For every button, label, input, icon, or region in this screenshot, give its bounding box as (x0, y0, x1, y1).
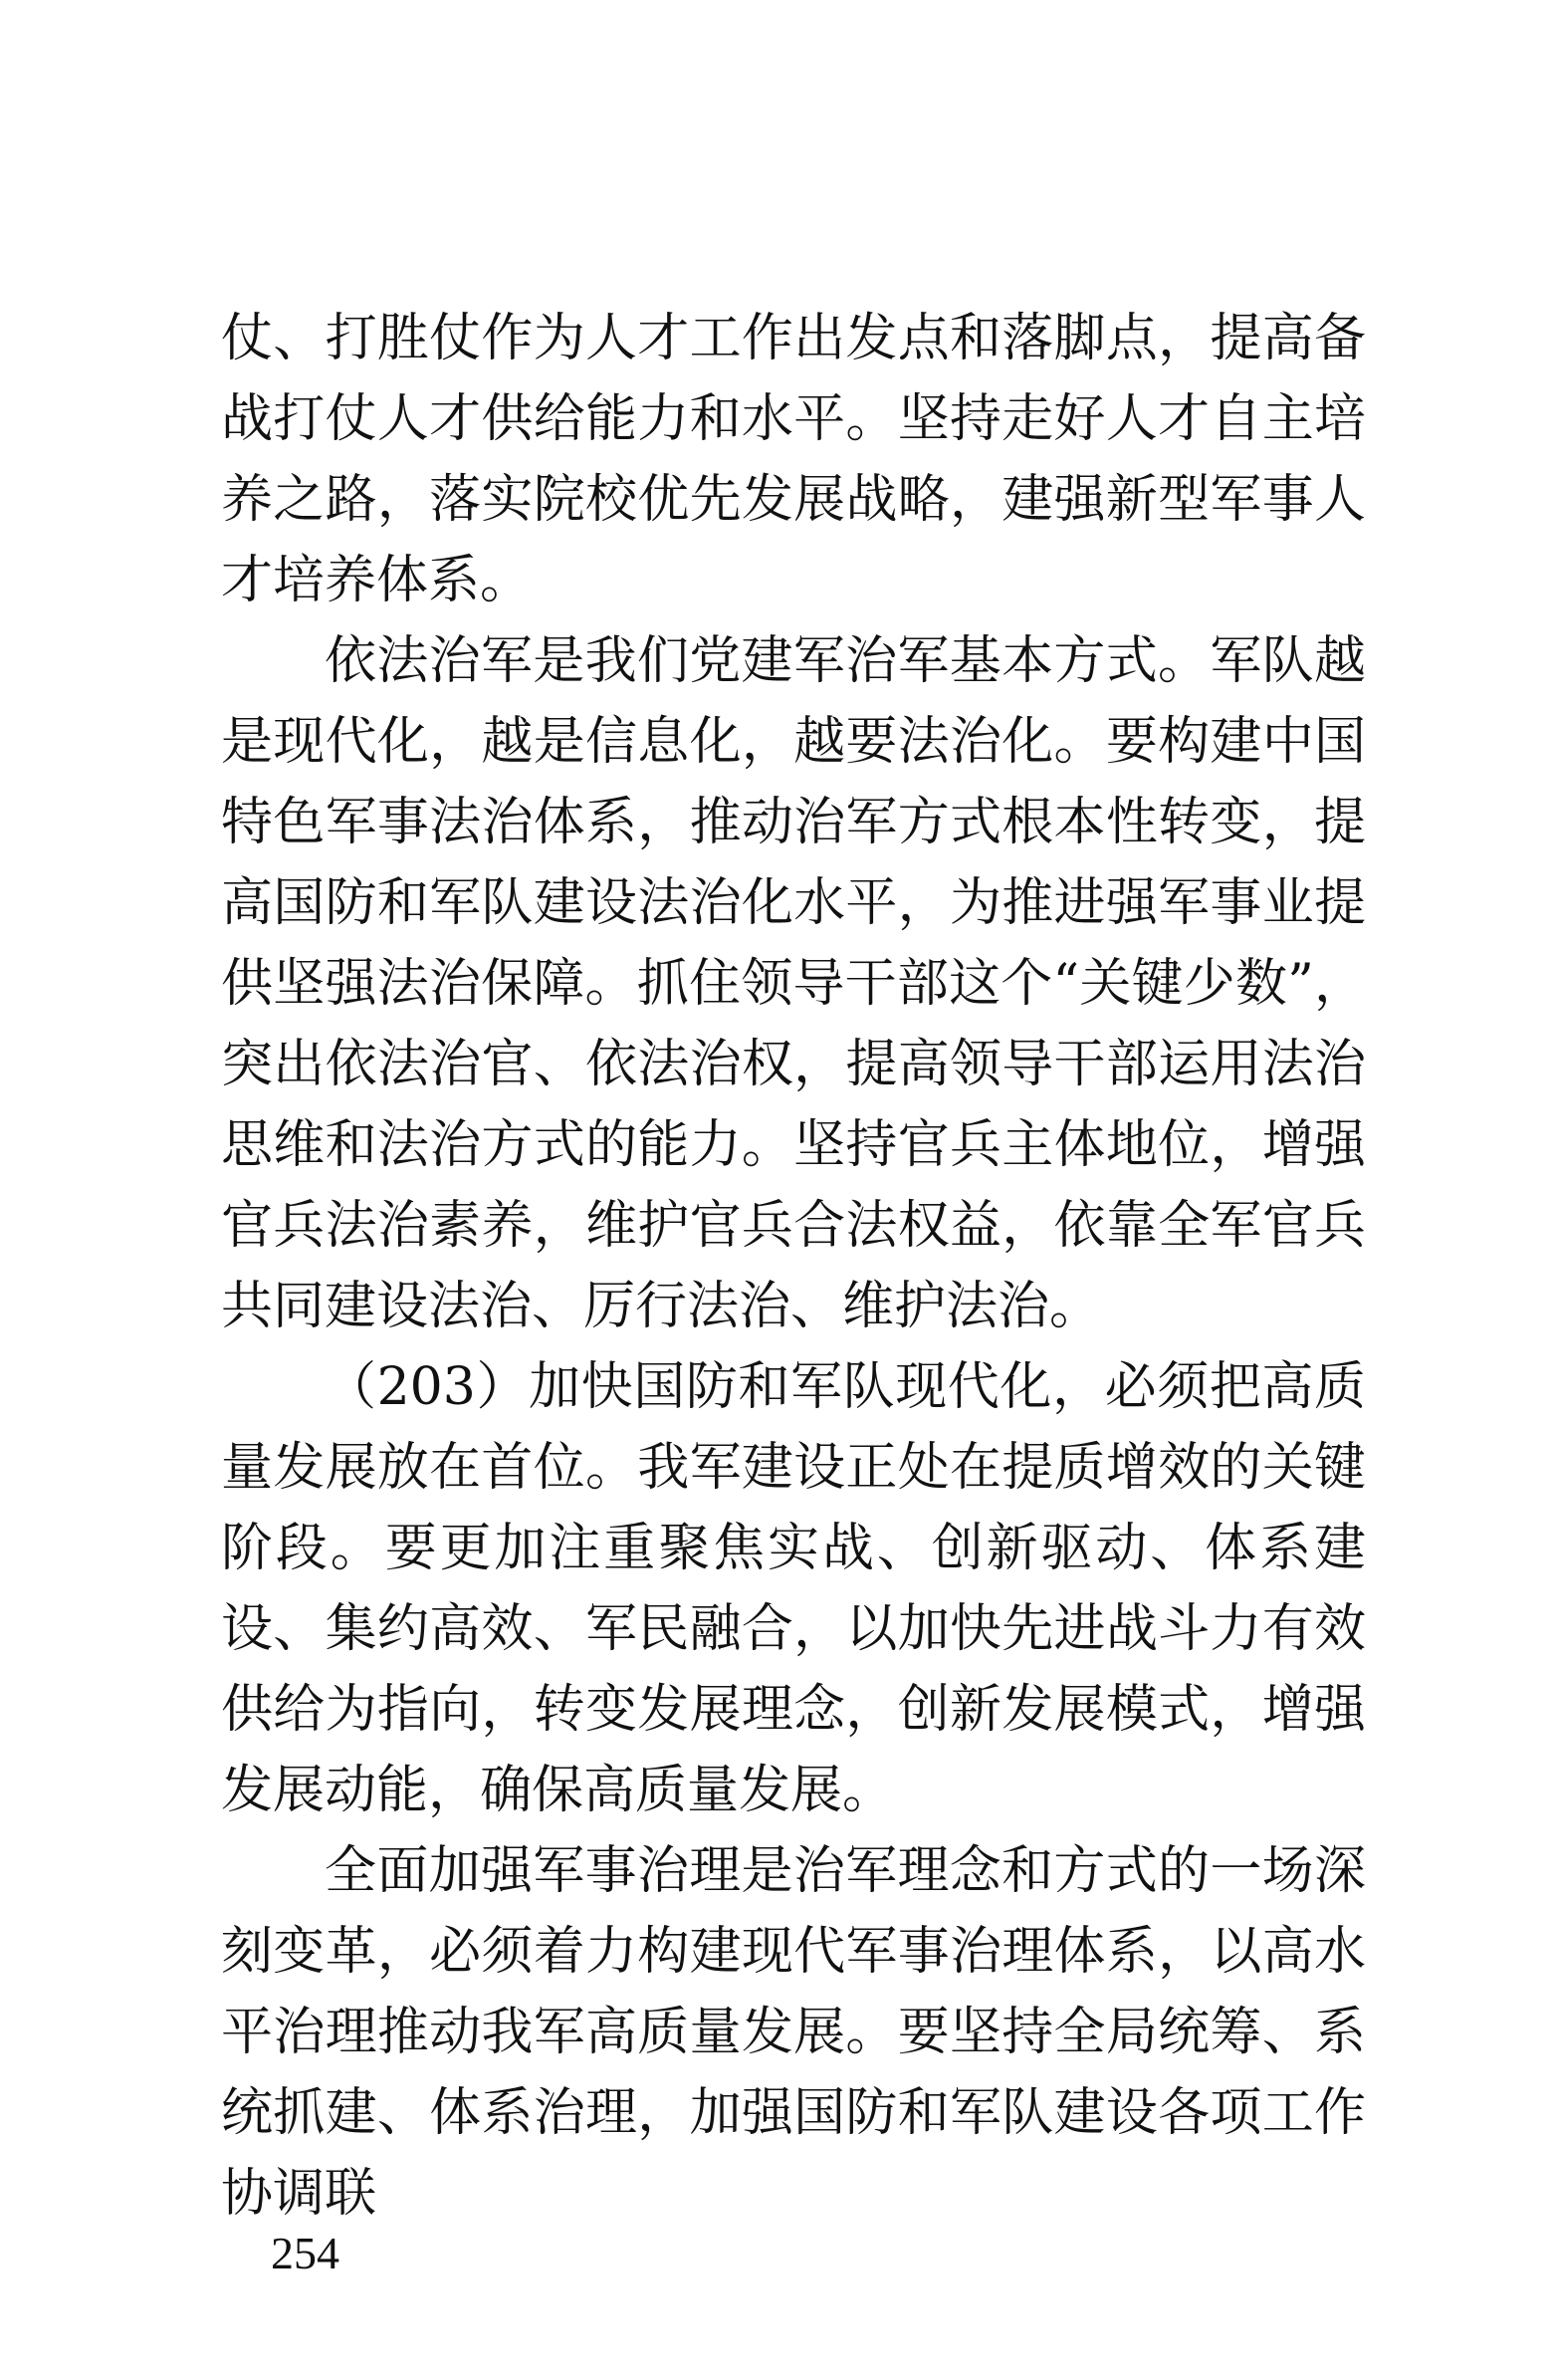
page-number: 254 (271, 2228, 339, 2278)
body-text (221, 299, 1366, 2235)
paragraph-1: 仗、打胜仗作为人才工作出发点和落脚点，提高备战打仗人才供给能力和水平。坚持走好人才自主培养之路，落实院校优先发展战略，建强新型军事人才培养体系。 (221, 309, 1366, 610)
paragraph-2: 依法治军是我们党建军治军基本方式。军队越是现代化，越是信息化，越要法治化。要构建中国特色军事法治体系，推动治军方式根本性转变，提高国防和军队建设法治化水平，为推进强军事业提供坚强法治保障。抓住领导干部这个“关键少数”，突出依法治官、依法治权，提高领导干部运用法治思维和法治方式的能力。坚持官兵主体地位，增强官兵法治素养，维护官兵合法权益，依靠全军官兵共同建设法治、厉行法治、维护法治。 (221, 631, 1366, 1336)
paragraph-3: （203）加快国防和军队现代化，必须把高质量发展放在首位。我军建设正处在提质增效的关键阶段。要更加注重聚焦实战、创新驱动、体系建设、集约高效、军民融合，以加快先进战斗力有效供给为指向，转变发展理念，创新发展模式，增强发展动能，确保高质量发展。 (221, 1357, 1366, 1820)
paragraph-4: 全面加强军事治理是治军理念和方式的一场深刻变革，必须着力构建现代军事治理体系，以高水平治理推动我军高质量发展。要坚持全局统筹、系统抓建、体系治理，加强国防和军队建设各项工作协调联 (221, 1841, 1366, 2224)
